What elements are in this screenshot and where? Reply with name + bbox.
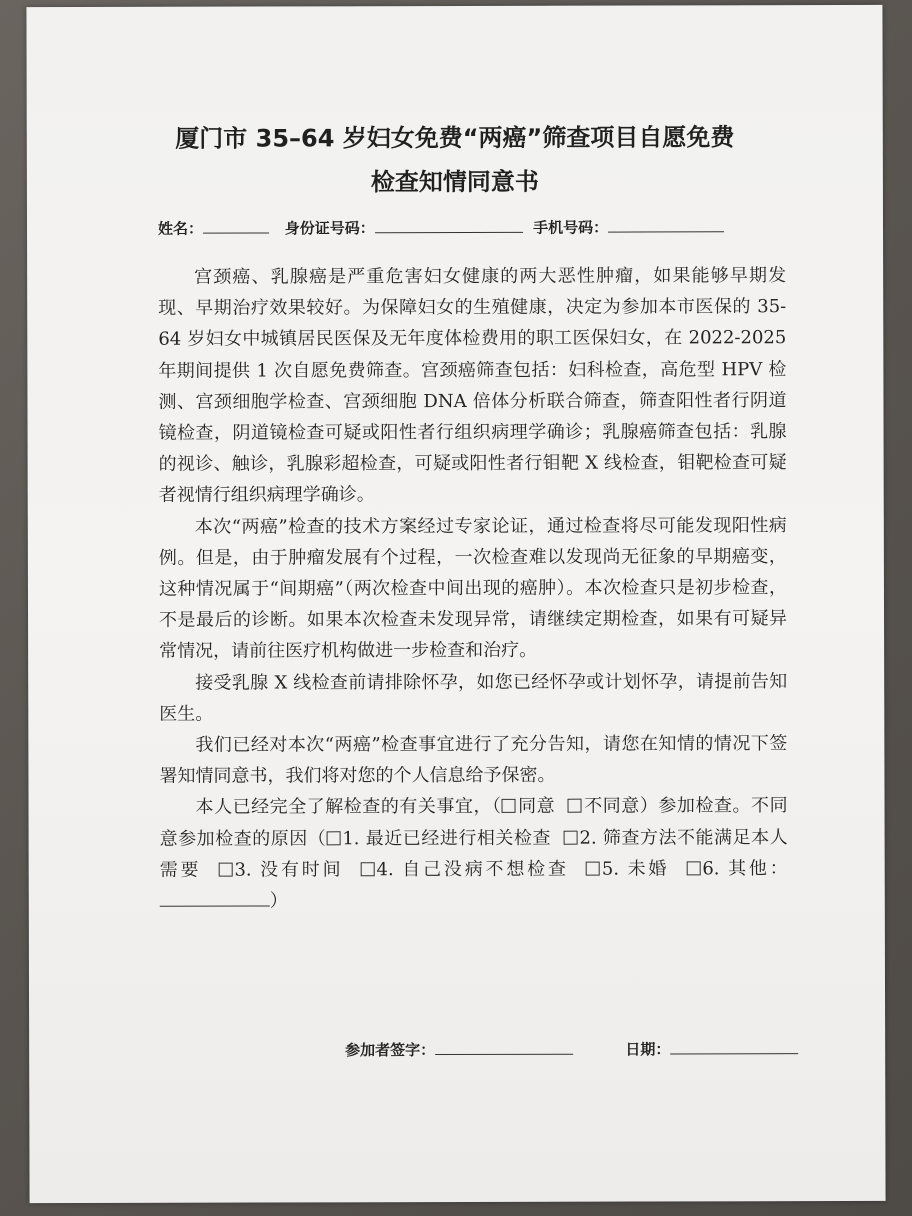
name-label: 姓名： bbox=[157, 219, 204, 238]
agree-option: 同意 bbox=[517, 796, 556, 818]
id-number-label: 身份证号码： bbox=[284, 219, 375, 238]
reason-3-checkbox[interactable] bbox=[218, 862, 232, 876]
reason-2-checkbox[interactable] bbox=[563, 830, 577, 844]
form-title-line-2: 检查知情同意书 bbox=[370, 167, 539, 197]
signature-blank[interactable] bbox=[435, 1040, 573, 1055]
reason-6-checkbox[interactable] bbox=[686, 861, 700, 875]
phone-label: 手机号码： bbox=[533, 218, 609, 237]
paragraph-technical-plan: 本次“两癌”检查的技术方案经过专家论证，通过检查将尽可能发现阳性病例。但是，由于肿瘤发展有个过程，一次检查难以发现尚无征象的早期癌变，这种情况属于“间期癌”（两次检查中间出现的癌肿）。本次检查只是初步检查，不是最后的诊断。如果本次检查未发现异常，请继续定期检查，如果有可疑异常情况，请前往医疗机构做进一步检查和治疗。 bbox=[158, 514, 788, 663]
paragraph-consent-choice: 本人已经完全了解检查的有关事宜，（ 同意 不同意）参加检查。不同意参加检查的原因（ 1. 最近已经进行相关检查 2. 筛查方法不能满足本人需要 3. 没有时间 4. 自己没病不想检查 5. 未婚 6. 其他：） bbox=[159, 795, 788, 912]
signature-row bbox=[345, 1038, 798, 1060]
reason-3-label: 3. 没有时间 bbox=[234, 859, 344, 881]
signer-label: 参加者签字： bbox=[345, 1041, 436, 1060]
paragraph-informed-notice: 我们已经对本次“两癌”检查事宜进行了充分告知，请您在知情的情况下签署知情同意书，我们将对您的个人信息给予保密。 bbox=[159, 733, 788, 788]
form-body bbox=[158, 260, 788, 917]
agree-checkbox[interactable] bbox=[502, 799, 516, 813]
reason-1-label: 1. 最近已经进行相关检查 bbox=[342, 827, 552, 849]
date-label: 日期： bbox=[625, 1040, 671, 1059]
date-blank[interactable] bbox=[670, 1039, 798, 1054]
paragraph-pregnancy-note: 接受乳腺 X 线检查前请排除怀孕，如您已经怀孕或计划怀孕，请提前告知医生。 bbox=[159, 670, 788, 725]
disagree-option: 不同意 bbox=[583, 795, 640, 818]
paragraph-screening-intro: 宫颈癌、乳腺癌是严重危害妇女健康的两大恶性肿瘤，如果能够早期发现、早期治疗效果较好。为保障妇女的生殖健康，决定为参加本市医保的 35-64 岁妇女中城镇居民医保及无年度体检费用的职工医保妇女，在 2022-2025 年期间提供 1 次自愿免费筛查。宫颈癌筛查包括：妇科检查，高危型 HPV 检测、宫颈细胞学检查、宫颈细胞 DNA 倍体分析联合筛查，筛查阳性者行阴道镜检查，阴道镜检查可疑或阳性者行组织病理学确诊；乳腺癌筛查包括：乳腺的视诊、触诊，乳腺彩超检查，可疑或阳性者行钼靶 X 线检查，钼靶检查可疑者视情行组织病理学确诊。 bbox=[158, 265, 787, 507]
form-title-line-1: 厦门市 35–64 岁妇女免费“两癌”筛查项目自愿免费 bbox=[175, 123, 735, 153]
reason-5-checkbox[interactable] bbox=[586, 861, 600, 875]
reason-5-label: 5. 未婚 bbox=[601, 858, 670, 880]
reason-4-label: 4. 自己没病不想检查 bbox=[376, 858, 569, 881]
personal-info-row bbox=[158, 216, 724, 238]
reason-6-label: 6. 其他： bbox=[702, 857, 788, 880]
phone-blank[interactable] bbox=[608, 217, 724, 232]
reason-2-label: 2. 筛查方法不能满足本人需要 bbox=[159, 826, 788, 881]
name-blank[interactable] bbox=[203, 218, 269, 233]
consent-form-paper bbox=[26, 5, 885, 1203]
reason-4-checkbox[interactable] bbox=[361, 862, 375, 876]
reason-1-checkbox[interactable] bbox=[326, 831, 340, 845]
disagree-checkbox[interactable] bbox=[568, 799, 582, 813]
id-number-blank[interactable] bbox=[375, 218, 523, 233]
other-reason-blank[interactable] bbox=[160, 892, 270, 907]
